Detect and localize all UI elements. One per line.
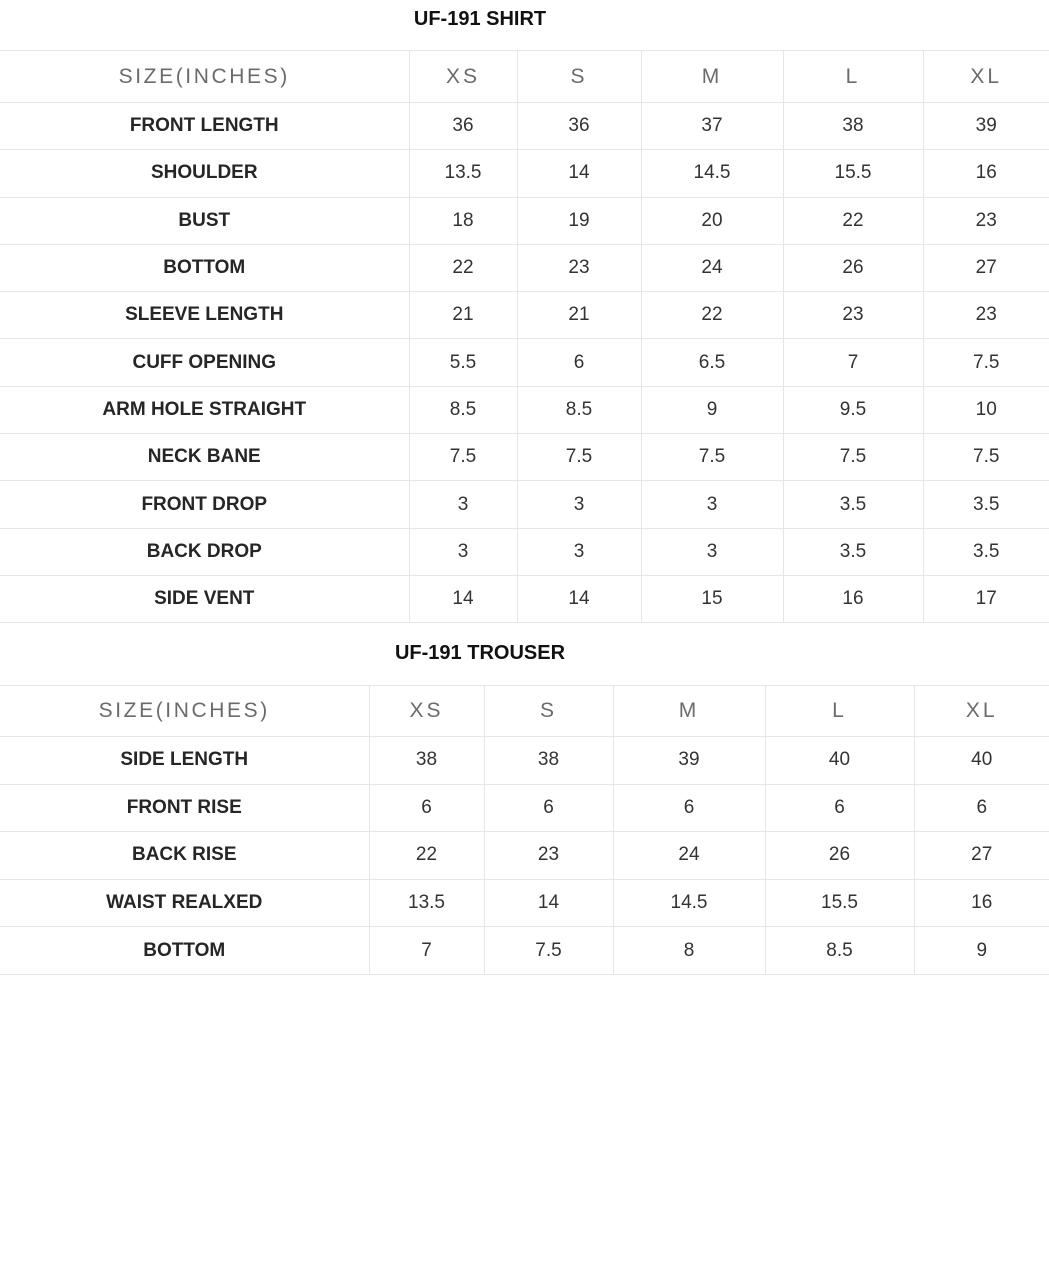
measurement-label: NECK BANE xyxy=(0,434,409,481)
measurement-value: 7.5 xyxy=(409,434,517,481)
measurement-value: 17 xyxy=(923,575,1049,622)
measurement-value: 3.5 xyxy=(783,528,923,575)
measurement-value: 6.5 xyxy=(641,339,783,386)
table-row xyxy=(0,339,1049,386)
measurement-value: 6 xyxy=(369,784,484,832)
table-row xyxy=(0,832,1049,880)
table-row xyxy=(0,197,1049,244)
measurement-value: 37 xyxy=(641,103,783,150)
shirt-header-size-xl: XL xyxy=(923,51,1049,103)
trouser-size-table xyxy=(0,685,1049,975)
shirt-header-size-label: SIZE(INCHES) xyxy=(0,51,409,103)
trouser-header-row xyxy=(0,686,1049,737)
measurement-value: 39 xyxy=(923,103,1049,150)
trouser-section-title: UF-191 TROUSER xyxy=(394,642,566,664)
table-row xyxy=(0,879,1049,927)
measurement-value: 3 xyxy=(409,528,517,575)
measurement-value: 9 xyxy=(641,386,783,433)
measurement-value: 22 xyxy=(783,197,923,244)
measurement-value: 7.5 xyxy=(783,434,923,481)
measurement-value: 14 xyxy=(517,150,641,197)
measurement-value: 16 xyxy=(783,575,923,622)
measurement-value: 23 xyxy=(923,292,1049,339)
measurement-value: 38 xyxy=(783,103,923,150)
measurement-label: SIDE VENT xyxy=(0,575,409,622)
trouser-header-size-l: L xyxy=(765,686,914,737)
measurement-value: 3.5 xyxy=(783,481,923,528)
measurement-value: 7.5 xyxy=(923,339,1049,386)
measurement-label: ARM HOLE STRAIGHT xyxy=(0,386,409,433)
measurement-label: FRONT DROP xyxy=(0,481,409,528)
measurement-value: 38 xyxy=(484,737,613,785)
measurement-label: BOTTOM xyxy=(0,244,409,291)
measurement-value: 7.5 xyxy=(641,434,783,481)
measurement-value: 16 xyxy=(914,879,1049,927)
measurement-label: BACK DROP xyxy=(0,528,409,575)
measurement-label: FRONT RISE xyxy=(0,784,369,832)
measurement-value: 21 xyxy=(409,292,517,339)
table-row xyxy=(0,386,1049,433)
table-row xyxy=(0,784,1049,832)
table-row xyxy=(0,244,1049,291)
measurement-value: 6 xyxy=(765,784,914,832)
shirt-size-table xyxy=(0,50,1049,623)
table-row xyxy=(0,434,1049,481)
measurement-label: SHOULDER xyxy=(0,150,409,197)
shirt-header-size-xs: XS xyxy=(409,51,517,103)
measurement-label: SLEEVE LENGTH xyxy=(0,292,409,339)
measurement-value: 15.5 xyxy=(765,879,914,927)
measurement-value: 3 xyxy=(517,528,641,575)
measurement-value: 7.5 xyxy=(484,927,613,975)
measurement-value: 9 xyxy=(914,927,1049,975)
measurement-value: 22 xyxy=(369,832,484,880)
trouser-header-size-m: M xyxy=(613,686,765,737)
measurement-value: 19 xyxy=(517,197,641,244)
measurement-value: 24 xyxy=(641,244,783,291)
measurement-value: 16 xyxy=(923,150,1049,197)
table-row xyxy=(0,575,1049,622)
table-row xyxy=(0,481,1049,528)
measurement-value: 3 xyxy=(641,528,783,575)
measurement-value: 7 xyxy=(369,927,484,975)
measurement-value: 6 xyxy=(517,339,641,386)
measurement-value: 26 xyxy=(783,244,923,291)
shirt-header-row xyxy=(0,51,1049,103)
measurement-value: 8 xyxy=(613,927,765,975)
measurement-value: 3 xyxy=(517,481,641,528)
measurement-value: 9.5 xyxy=(783,386,923,433)
measurement-value: 3 xyxy=(409,481,517,528)
measurement-value: 36 xyxy=(517,103,641,150)
measurement-value: 3.5 xyxy=(923,481,1049,528)
measurement-value: 27 xyxy=(923,244,1049,291)
table-row xyxy=(0,103,1049,150)
measurement-value: 18 xyxy=(409,197,517,244)
measurement-value: 13.5 xyxy=(369,879,484,927)
measurement-label: FRONT LENGTH xyxy=(0,103,409,150)
measurement-value: 14.5 xyxy=(641,150,783,197)
measurement-label: WAIST REALXED xyxy=(0,879,369,927)
measurement-label: CUFF OPENING xyxy=(0,339,409,386)
measurement-value: 22 xyxy=(641,292,783,339)
measurement-value: 23 xyxy=(923,197,1049,244)
trouser-header-size-label: SIZE(INCHES) xyxy=(0,686,369,737)
shirt-header-size-m: M xyxy=(641,51,783,103)
measurement-value: 5.5 xyxy=(409,339,517,386)
measurement-value: 3 xyxy=(641,481,783,528)
table-row xyxy=(0,150,1049,197)
measurement-value: 7 xyxy=(783,339,923,386)
measurement-value: 23 xyxy=(484,832,613,880)
measurement-value: 21 xyxy=(517,292,641,339)
measurement-value: 6 xyxy=(914,784,1049,832)
measurement-label: BUST xyxy=(0,197,409,244)
measurement-value: 10 xyxy=(923,386,1049,433)
table-row xyxy=(0,292,1049,339)
measurement-value: 7.5 xyxy=(517,434,641,481)
table-row xyxy=(0,737,1049,785)
measurement-label: BACK RISE xyxy=(0,832,369,880)
measurement-value: 40 xyxy=(914,737,1049,785)
measurement-value: 14 xyxy=(409,575,517,622)
measurement-value: 3.5 xyxy=(923,528,1049,575)
shirt-section-title: UF-191 SHIRT xyxy=(413,8,547,30)
trouser-header-size-xl: XL xyxy=(914,686,1049,737)
shirt-header-size-s: S xyxy=(517,51,641,103)
measurement-value: 40 xyxy=(765,737,914,785)
measurement-value: 14 xyxy=(484,879,613,927)
measurement-value: 27 xyxy=(914,832,1049,880)
measurement-value: 13.5 xyxy=(409,150,517,197)
trouser-header-size-s: S xyxy=(484,686,613,737)
measurement-value: 8.5 xyxy=(409,386,517,433)
measurement-value: 15.5 xyxy=(783,150,923,197)
measurement-value: 14 xyxy=(517,575,641,622)
measurement-value: 39 xyxy=(613,737,765,785)
measurement-label: BOTTOM xyxy=(0,927,369,975)
measurement-value: 36 xyxy=(409,103,517,150)
measurement-value: 8.5 xyxy=(517,386,641,433)
measurement-value: 7.5 xyxy=(923,434,1049,481)
trouser-header-size-xs: XS xyxy=(369,686,484,737)
measurement-value: 23 xyxy=(783,292,923,339)
measurement-value: 8.5 xyxy=(765,927,914,975)
measurement-value: 23 xyxy=(517,244,641,291)
table-row xyxy=(0,528,1049,575)
measurement-value: 24 xyxy=(613,832,765,880)
measurement-value: 14.5 xyxy=(613,879,765,927)
measurement-value: 6 xyxy=(484,784,613,832)
measurement-label: SIDE LENGTH xyxy=(0,737,369,785)
measurement-value: 6 xyxy=(613,784,765,832)
measurement-value: 26 xyxy=(765,832,914,880)
table-row xyxy=(0,927,1049,975)
shirt-header-size-l: L xyxy=(783,51,923,103)
measurement-value: 15 xyxy=(641,575,783,622)
measurement-value: 20 xyxy=(641,197,783,244)
measurement-value: 22 xyxy=(409,244,517,291)
measurement-value: 38 xyxy=(369,737,484,785)
